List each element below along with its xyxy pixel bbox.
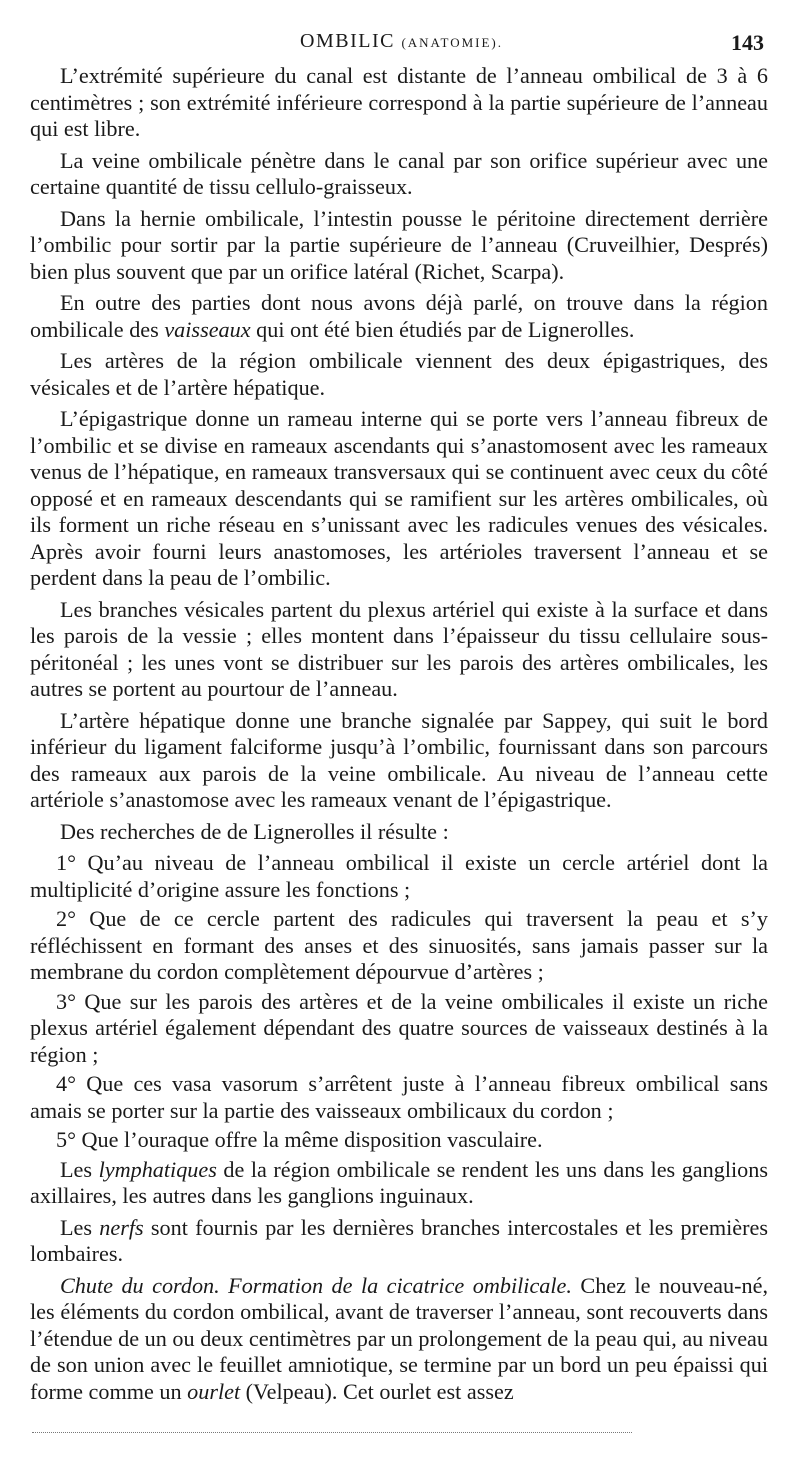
page-body [30,63,768,1405]
section-heading: Chute du cordon. Formation de la cicatrice ombilicale. [60,1272,572,1298]
list-item: 5° Que l’ouraque offre la même disposition vasculaire. [56,1127,543,1152]
running-head [300,30,503,53]
running-head-title: OMBILIC [300,30,395,52]
list-item: 3° Que sur les parois des artères et de la veine ombilicales il existe un riche plexus artériel également dépendant des quatre sources de vaisseaux destinés à la région ; [30,988,768,1067]
paragraph: Les branches vésicales partent du plexus artériel qui existe à la surface et dans les parois de la vessie ; elles montent dans l’épaisseur du tissu cellulaire sous-péritonéal ; les unes vont se distribuer sur les parois des artères ombilicales, les autres se portent au pourtour de l’anneau. [30,596,768,701]
paragraph: Les artères de la région ombilicale viennent des deux épigastriques, des vésicales et de l’artère hépatique. [30,348,768,400]
paragraph-text: Les [60,1214,100,1240]
list-item: 2° Que de ce cercle partent des radicules qui traversent la peau et s’y réfléchissent en formant des anses et des sinuosités, sans jamais passer sur la membrane du cordon complètement dépourvue d’artères ; [30,906,768,984]
paragraph [30,1157,768,1210]
paragraph: Des recherches de de Lignerolles il résulte : [60,818,449,844]
page-header [0,28,800,58]
paragraph-text: sont fournis par les dernières branches intercostales et les premières lombaires. [30,1214,768,1266]
paragraph: L’épigastrique donne un rameau interne qui se porte vers l’anneau fibreux de l’ombilic et se divise en rameaux ascendants qui s’anastomosent avec les rameaux venus de l’hépatique, en rameaux transversaux qui se continuent avec ceux du côté opposé et en rameaux descendants qui se ramifient sur les artères ombilicales, où ils forment un riche réseau en s’unissant avec les radicules venues des vésicales. Après avoir fourni leurs anastomoses, les artérioles traversent l’anneau et se perdent dans la peau de l’ombilic. [30,406,768,590]
paragraph-text: Chez le nouveau-né, les éléments du cordon ombilical, avant de traverser l’anneau, sont recouverts dans l’étendue de un ou deux centimètres par un prolongement de la peau qui, au niveau de son union avec le feuillet amniotique, se termine par un bord un peu épaissi qui forme comme un [30,1272,768,1404]
paragraph-text: qui ont été bien étudiés par de Lignerolles. [250,316,635,342]
emphasis-term: ourlet [187,1378,241,1404]
paragraph: L’extrémité supérieure du canal est distante de l’anneau ombilical de 3 à 6 centimètres ; son extrémité inférieure correspond à la partie supérieure de l’anneau qui est libre. [30,63,768,141]
footer-rule [32,1432,632,1433]
page-number: 143 [731,30,764,55]
paragraph-text: Les [60,1156,99,1182]
paragraph: Dans la hernie ombilicale, l’intestin pousse le péritoine directement derrière l’ombilic pour sortir par la partie supérieure de l’anneau (Cruveilhier, Després) bien plus souvent que par un orifice latéral (Richet, Scarpa). [30,205,768,284]
emphasis-term: lymphatiques [98,1156,217,1182]
running-head-subtitle: (ANATOMIE). [401,35,504,50]
paragraph [30,290,768,343]
list-item: 1° Qu’au niveau de l’anneau ombilical il existe un cercle artériel dont la multiplicité d’origine assure les fonctions ; [30,850,768,902]
paragraph-text: (Velpeau). Cet ourlet est assez [240,1378,514,1404]
emphasis-term: vaisseaux [164,316,251,342]
paragraph-text: En outre des parties dont nous avons déjà parlé, on trouve dans la région ombilicale des [30,290,768,342]
list-item: 4° Que ces vasa vasorum s’arrêtent juste à l’anneau fibreux ombilical sans amais se porter sur la partie des vaisseaux ombilicaux du cordon ; [30,1071,768,1123]
paragraph-text: de la région ombilicale se rendent les uns dans les ganglions axillaires, les autres dans les ganglions inguinaux. [30,1156,768,1208]
paragraph: La veine ombilicale pénètre dans le canal par son orifice supérieur avec une certaine quantité de tissu cellulo-graisseux. [30,147,768,199]
emphasis-term: nerfs [99,1214,144,1240]
paragraph [30,1215,768,1268]
paragraph: L’artère hépatique donne une branche signalée par Sappey, qui suit le bord inférieur du ligament falciforme jusqu’à l’ombilic, fournissant dans son parcours des rameaux aux parois de la veine ombilicale. Au niveau de l’anneau cette artériole s’anastomose avec les rameaux venant de l’épigastrique. [30,707,768,812]
paragraph [30,1273,768,1406]
